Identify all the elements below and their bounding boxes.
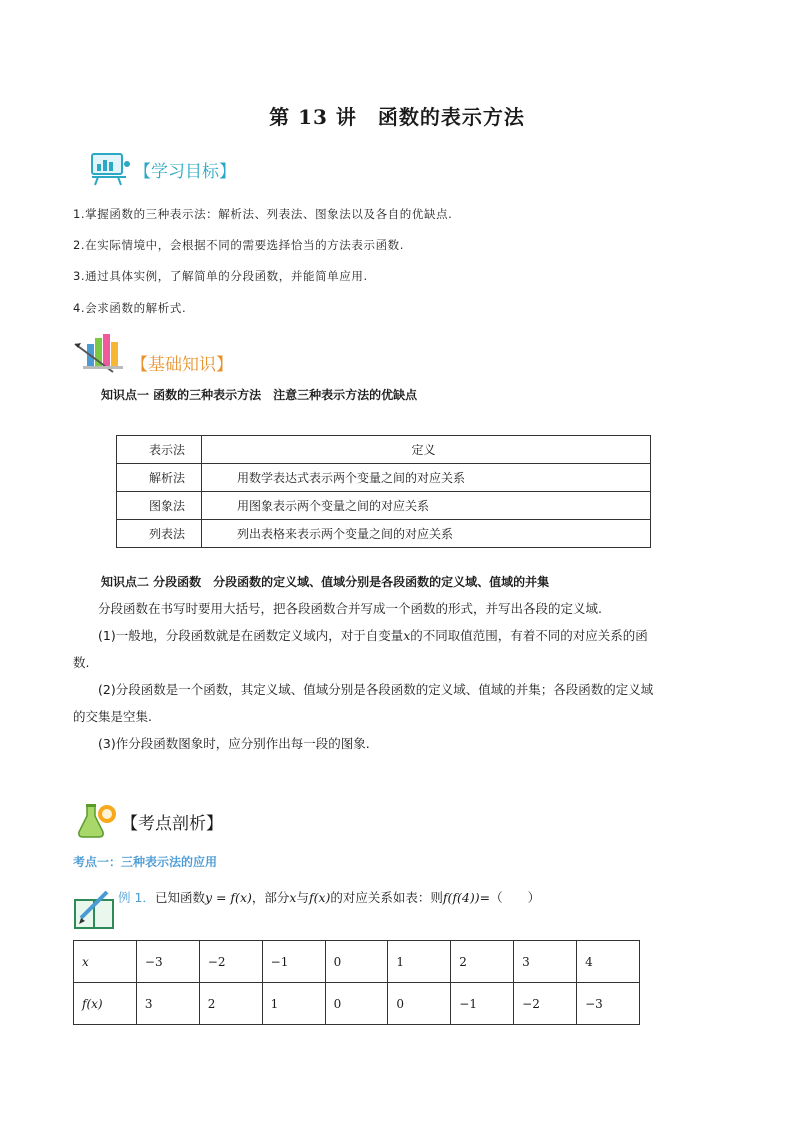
analysis-heading	[75, 802, 223, 840]
table-cell: 用图象表示两个变量之间的对应关系	[202, 492, 651, 520]
exam-point-1: 考点一：三种表示法的应用	[73, 855, 218, 869]
table-cell: x	[74, 941, 137, 983]
objective-item: 3.通过具体实例，了解简单的分段函数，并能简单应用.	[73, 269, 368, 283]
table-cell: −1	[262, 941, 325, 983]
formula: f(x)	[308, 890, 331, 905]
objective-item: 2.在实际情境中，会根据不同的需要选择恰当的方法表示函数.	[73, 238, 405, 252]
table-cell: 3	[514, 941, 577, 983]
table-cell: 0	[325, 983, 388, 1025]
table-row	[117, 464, 651, 492]
representation-table	[116, 435, 651, 548]
table-cell: −2	[199, 941, 262, 983]
table-cell: 列表法	[117, 520, 202, 548]
paragraph: (2)分段函数是一个函数，其定义域、值域分别是各段函数的定义域、值域的并集；各段函数的定义域	[98, 682, 654, 697]
table-cell: 1	[388, 941, 451, 983]
table-header-row	[117, 436, 651, 464]
presentation-board-icon	[88, 152, 132, 186]
table-row	[74, 983, 640, 1025]
table-cell: 解析法	[117, 464, 202, 492]
example-1	[118, 888, 540, 906]
paragraph: (3)作分段函数图象时，应分别作出每一段的图象.	[98, 736, 370, 751]
notebook-pencil-icon	[73, 888, 117, 930]
objective-item: 1.掌握函数的三种表示法：解析法、列表法、图象法以及各自的优缺点.	[73, 207, 453, 221]
example-label: 例 1．	[118, 890, 155, 905]
table-row	[117, 492, 651, 520]
knowledge-point-2-title: 知识点二 分段函数 分段函数的定义域、值域分别是各段函数的定义域、值域的并集	[101, 575, 550, 589]
table-cell: −1	[451, 983, 514, 1025]
knowledge-point-1-title: 知识点一 函数的三种表示方法 注意三种表示方法的优缺点	[101, 388, 418, 402]
objectives-heading-label: 【学习目标】	[134, 161, 236, 182]
paragraph-text: (1)一般地，分段函数就是在函数定义域内，对于自变量	[98, 628, 404, 643]
bar-chart-pencil-icon	[73, 330, 129, 376]
table-cell: 列出表格来表示两个变量之间的对应关系	[202, 520, 651, 548]
example-text: =（ ）	[479, 890, 541, 905]
example-text: 已知函数	[154, 890, 205, 905]
table-cell: 2	[199, 983, 262, 1025]
basics-heading	[73, 330, 233, 376]
table-cell: 用数学表达式表示两个变量之间的对应关系	[202, 464, 651, 492]
table-cell: 0	[388, 983, 451, 1025]
table-row	[74, 941, 640, 983]
table-header-cell: 定义	[202, 436, 651, 464]
formula: y = f(x)	[204, 890, 252, 905]
table-cell: −3	[577, 983, 640, 1025]
paragraph-text: 的不同取值范围，有着不同的对应关系的函	[410, 628, 648, 643]
objectives-heading	[88, 152, 236, 186]
table-cell: −3	[136, 941, 199, 983]
function-values-table	[73, 940, 640, 1025]
variable-x: x	[403, 628, 411, 643]
basics-heading-label: 【基础知识】	[131, 354, 233, 375]
table-cell: 4	[577, 941, 640, 983]
table-cell: 2	[451, 941, 514, 983]
example-text: 与	[296, 890, 309, 905]
table-row	[117, 520, 651, 548]
formula: f(f(4))	[442, 890, 480, 905]
table-cell: −2	[514, 983, 577, 1025]
table-cell: 1	[262, 983, 325, 1025]
paragraph: 的交集是空集.	[73, 709, 152, 724]
table-cell: 图象法	[117, 492, 202, 520]
paragraph	[73, 623, 723, 649]
paragraph: 数.	[73, 655, 90, 670]
page-title: 第 13 讲 函数的表示方法	[269, 105, 525, 129]
paragraph: 分段函数在书写时要用大括号，把各段函数合并写成一个函数的形式，并写出各段的定义域.	[98, 601, 602, 616]
analysis-heading-label: 【考点剖析】	[121, 813, 223, 834]
objective-item: 4.会求函数的解析式.	[73, 301, 187, 315]
example-text: 的对应关系如表：则	[330, 890, 443, 905]
example-text: ，部分	[251, 890, 290, 905]
formula: x	[289, 890, 297, 905]
table-cell: 3	[136, 983, 199, 1025]
flask-icon	[75, 802, 119, 840]
table-cell: f(x)	[74, 983, 137, 1025]
table-header-cell: 表示法	[117, 436, 202, 464]
table-cell: 0	[325, 941, 388, 983]
